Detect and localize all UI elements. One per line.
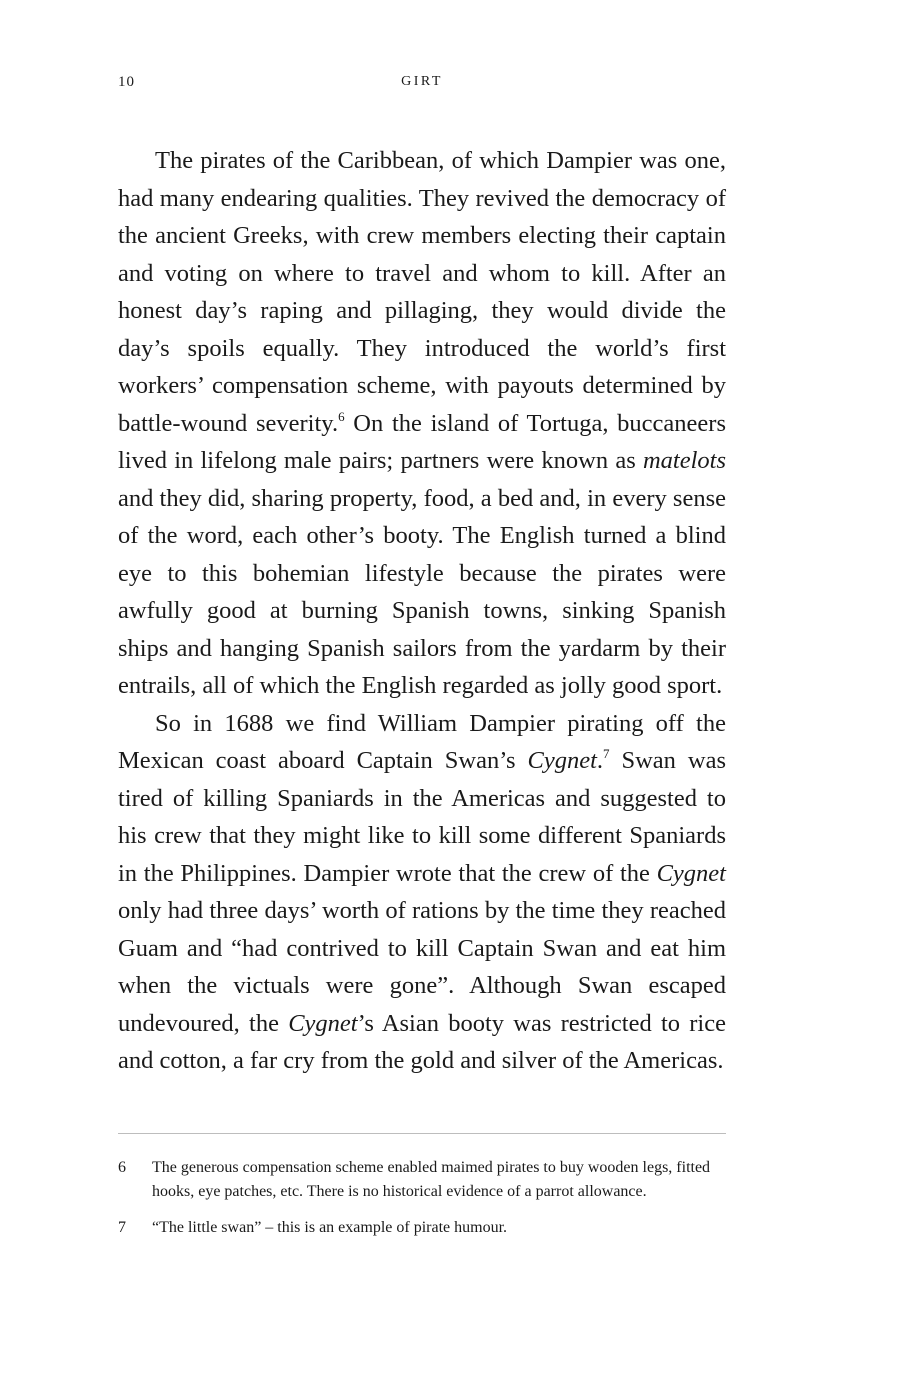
paragraph-1-text-1: The pirates of the Caribbean, of which Dampier was one, had many endearing qualities. They revived the democracy of the ancient Greeks, with crew members electing their captain and voting on where to travel and whom to kill. After an honest day’s raping and pillaging, they would divide the day’s spoils equally. They introduced the world’s first workers’ compensation scheme, with payouts determined by battle-wound severity.	[118, 147, 726, 437]
footnote-number: 7	[118, 1219, 126, 1236]
paragraph-2-italic-cygnet-1: Cygnet	[527, 747, 597, 774]
paragraph-2-italic-cygnet-3: Cygnet	[288, 1009, 358, 1037]
paragraph-2-text-3: Swan was tired of killing Spaniards in the Americas and suggested to his crew that they might like to kill some different Spaniards in the Philippines. Dampier wrote that the crew of the	[118, 747, 726, 887]
paragraph-1-text-3: and they did, sharing property, food, a bed and, in every sense of the word, each other’s booty. The English turned a blind eye to this bohemian lifestyle because the pirates were awfully good at burning Spanish towns, sinking Spanish ships and hanging Spanish sailors from the yardarm by their entrails, all of which the English regarded as jolly good sport.	[118, 484, 726, 699]
page-number: 10	[118, 74, 135, 90]
footnote-text: “The little swan” – this is an example of pirate humour.	[152, 1219, 508, 1236]
paragraph-2-text-4: only had three days’ worth of rations by the time they reached Guam and “had contrived to kill Captain Swan and eat him when the victuals were gone”. Although Swan escaped undevoured, the	[118, 897, 726, 1037]
footnote-6	[118, 1156, 726, 1203]
footnote-ref-7: 7	[603, 746, 610, 761]
paragraph-2-text-1: So in 1688 we find William Dampier pirating off the Mexican coast aboard Captain Swan’s	[118, 709, 726, 774]
running-title: GIRT	[401, 74, 443, 89]
paragraph-1-italic-matelots: matelots	[642, 447, 726, 474]
paragraph-2-text-2: .	[596, 747, 604, 774]
footnote-number: 6	[118, 1159, 126, 1176]
paragraph-2-text-5: ’s Asian booty was restricted to rice and cotton, a far cry from the gold and silver of the Americas.	[118, 1009, 726, 1074]
running-head	[118, 74, 726, 96]
paragraph-2-italic-cygnet-2: Cygnet	[656, 859, 726, 887]
paragraph-2	[118, 705, 726, 1080]
footnote-divider	[118, 1133, 726, 1134]
paragraph-1-text-2: On the island of Tortuga, buccaneers lived in lifelong male pairs; partners were known as	[118, 409, 726, 474]
footnotes	[118, 1156, 726, 1253]
body-text	[118, 142, 726, 1080]
footnote-7	[118, 1216, 726, 1240]
footnote-text: The generous compensation scheme enabled maimed pirates to buy wooden legs, fitted hooks, eye patches, etc. There is no historical evidence of a parrot allowance.	[152, 1159, 711, 1200]
paragraph-1	[118, 142, 726, 705]
footnote-ref-6: 6	[338, 408, 345, 424]
